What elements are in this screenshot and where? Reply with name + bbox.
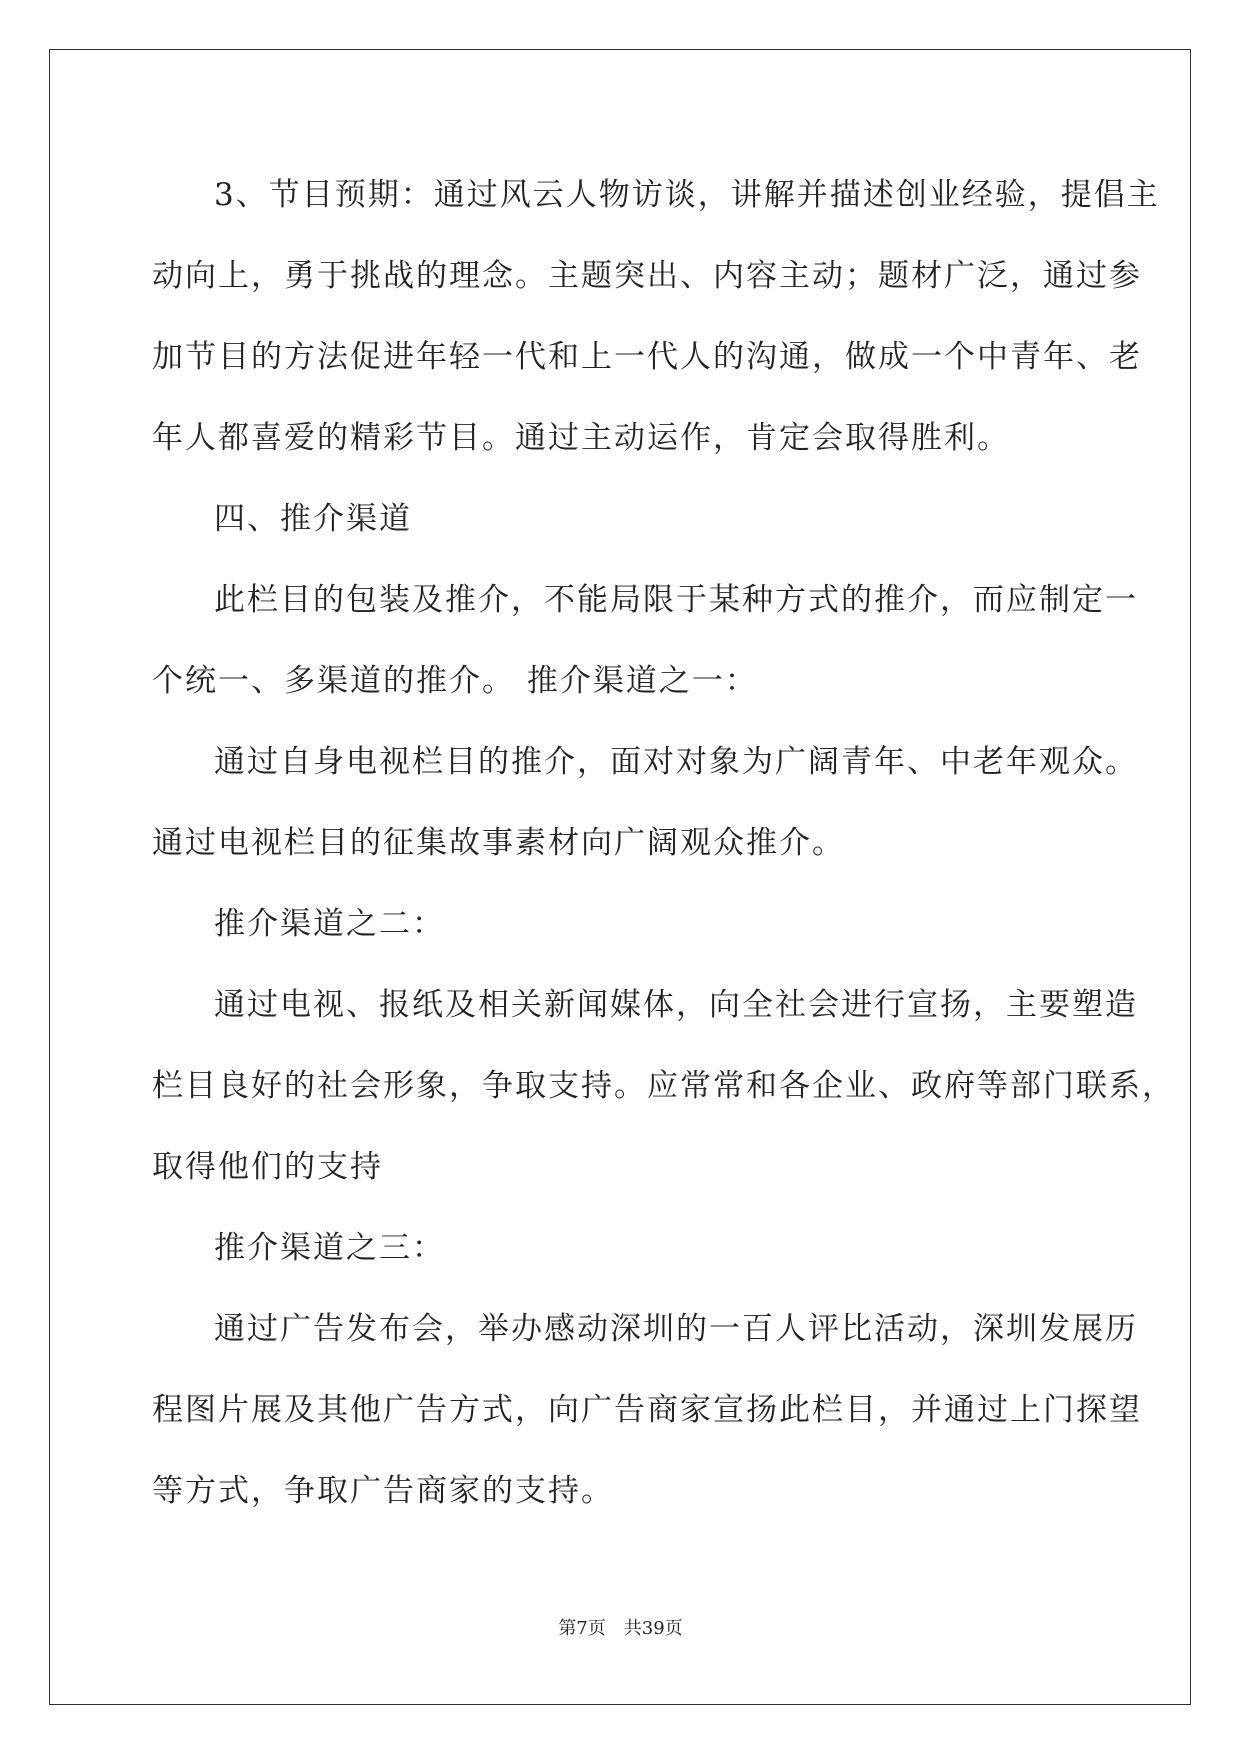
paragraph-line: 等方式，争取广告商家的支持。	[152, 1473, 614, 1509]
paragraph-line: 3、节目预期：通过风云人物访谈，讲解并描述创业经验，提倡主	[214, 177, 1160, 213]
paragraph-line: 取得他们的支持	[152, 1149, 383, 1185]
subsection-heading: 推介渠道之二：	[214, 906, 445, 942]
paragraph-line: 此栏目的包装及推介，不能局限于某种方式的推介，而应制定一	[214, 582, 1138, 618]
paragraph-line: 栏目良好的社会形象，争取支持。应常常和各企业、政府等部门联系，	[152, 1068, 1175, 1104]
paragraph-line: 通过电视、报纸及相关新闻媒体，向全社会进行宣扬，主要塑造	[214, 987, 1138, 1023]
paragraph-line: 加节目的方法促进年轻一代和上一代人的沟通，做成一个中青年、老	[152, 339, 1142, 375]
subsection-heading: 推介渠道之三：	[214, 1230, 445, 1266]
paragraph-line: 个统一、多渠道的推介。 推介渠道之一：	[152, 663, 758, 699]
paragraph-line: 通过广告发布会，举办感动深圳的一百人评比活动，深圳发展历	[214, 1311, 1138, 1347]
paragraph-line: 通过电视栏目的征集故事素材向广阔观众推介。	[152, 825, 845, 861]
paragraph-line: 程图片展及其他广告方式，向广告商家宣扬此栏目，并通过上门探望	[152, 1392, 1142, 1428]
page-number-footer: 第7页 共39页	[558, 1618, 683, 1639]
section-heading: 四、推介渠道	[214, 501, 412, 537]
paragraph-line: 年人都喜爱的精彩节目。通过主动运作，肯定会取得胜利。	[152, 420, 1010, 456]
paragraph-line: 动向上，勇于挑战的理念。主题突出、内容主动；题材广泛，通过参	[152, 258, 1142, 294]
document-body	[152, 155, 1175, 1532]
paragraph-line: 通过自身电视栏目的推介，面对对象为广阔青年、中老年观众。	[214, 744, 1138, 780]
